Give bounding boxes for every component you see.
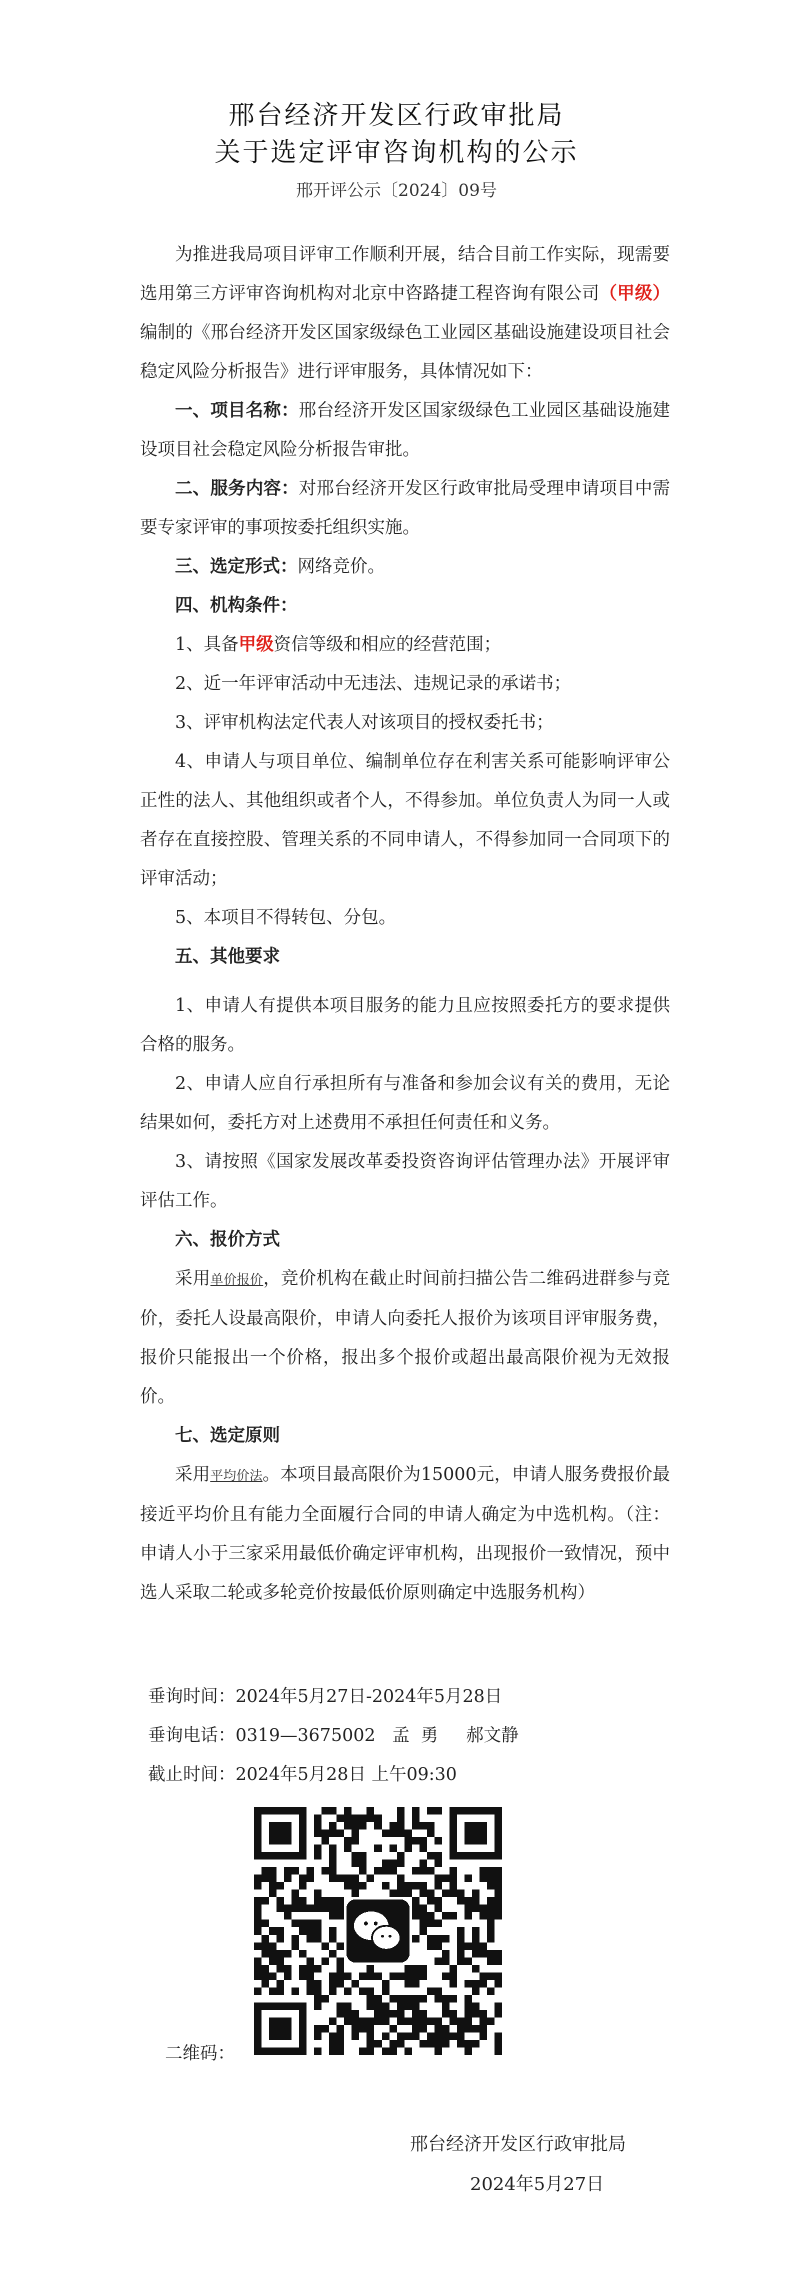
- section-4-item-4: 4、申请人与项目单位、编制单位存在利害关系可能影响评审公正性的法人、其他组织或者个人，不得参加。单位负责人为同一人或者存在直接控股、管理关系的不同申请人，不得参加同一合同项下的评审活动；: [140, 752, 670, 889]
- grade-badge: （甲级）: [599, 284, 671, 304]
- section-5-item-1: 1、申请人有提供本项目服务的能力且应按照委托方的要求提供合格的服务。: [140, 996, 670, 1055]
- section-1: [140, 392, 670, 470]
- section-5-heading: 五、其他要求: [175, 947, 280, 967]
- section-6-text-a: 采用: [175, 1269, 211, 1289]
- title-line-2: 关于选定评审咨询机构的公示: [214, 138, 579, 168]
- item-1-text-b: 资信等级和相应的经营范围；: [273, 635, 502, 655]
- intro-paragraph: [140, 236, 670, 392]
- section-7-text: [140, 1456, 670, 1613]
- item-1-grade: 甲级: [238, 635, 274, 655]
- signature-date: 2024年5月27日: [470, 2174, 605, 2195]
- section-4-item-1: [140, 626, 670, 665]
- section-1-text: 邢台经济开发区国家级绿色工业园区基础设施建设项目社会稳定风险分析报告审批。: [140, 401, 670, 460]
- section-6-heading: 六、报价方式: [175, 1230, 280, 1250]
- section-7-text-a: 采用: [175, 1465, 211, 1485]
- intro-text-b: 编制的《邢台经济开发区国家级绿色工业园区基础设施建设项目社会稳定风险分析报告》进行评审服务，具体情况如下：: [140, 323, 670, 382]
- title-line-1: 邢台经济开发区行政审批局: [228, 101, 565, 131]
- qr-code[interactable]: [254, 1807, 502, 2055]
- bidding-method: 单价报价: [210, 1273, 264, 1288]
- item-1-text-a: 1、具备: [175, 635, 239, 655]
- section-2-text: 对邢台经济开发区行政审批局受理申请项目中需要专家评审的事项按委托组织实施。: [140, 479, 670, 538]
- selection-method: 平均价法: [210, 1469, 263, 1484]
- section-2-heading: 二、服务内容：: [175, 479, 299, 499]
- section-1-heading: 一、项目名称：: [175, 401, 299, 421]
- section-4-item-2: 2、近一年评审活动中无违法、违规记录的承诺书；: [175, 674, 572, 694]
- signature-org: 邢台经济开发区行政审批局: [410, 2134, 626, 2155]
- section-6-text: [140, 1260, 670, 1417]
- section-7-text-b: 。本项目最高限价为15000元，申请人服务费报价最接近平均价且有能力全面履行合同的申请人确定为中选机构。（注：申请人小于三家采用最低价确定评审机构，出现报价一致情况，预中选人采取二轮或多轮竞价按最低价原则确定中选服务机构）: [140, 1465, 670, 1603]
- inquiry-phone: 垂询电话：0319—3675002 孟 勇 郝文静: [148, 1726, 519, 1746]
- deadline: 截止时间：2024年5月28日 上午09:30: [148, 1765, 457, 1785]
- section-7-heading: 七、选定原则: [175, 1426, 280, 1446]
- intro-text-a: 为推进我局项目评审工作顺利开展，结合目前工作实际，现需要选用第三方评审咨询机构对北京中咨路捷工程咨询有限公司: [140, 245, 670, 304]
- section-4-item-5: 5、本项目不得转包、分包。: [175, 908, 397, 928]
- document-number: 邢开评公示〔2024〕09号: [296, 181, 497, 201]
- section-4-item-3: 3、评审机构法定代表人对该项目的授权委托书；: [175, 713, 554, 733]
- section-3-text: 网络竞价。: [297, 557, 385, 577]
- section-3-heading: 三、选定形式：: [175, 557, 298, 577]
- section-5-item-3: 3、请按照《国家发展改革委投资咨询评估管理办法》开展评审评估工作。: [140, 1152, 670, 1211]
- qr-finder-pattern: [453, 1811, 498, 1856]
- section-6-text-b: ，竞价机构在截止时间前扫描公告二维码进群参与竞价，委托人设最高限价，申请人向委托人报价为该项目评审服务费，报价只能报出一个价格，报出多个报价或超出最高限价视为无效报价。: [140, 1269, 671, 1407]
- section-5-item-2: 2、申请人应自行承担所有与准备和参加会议有关的费用，无论结果如何，委托方对上述费用不承担任何责任和义务。: [140, 1074, 670, 1133]
- wechat-icon: [346, 1899, 409, 1962]
- qr-finder-pattern: [258, 1811, 303, 1856]
- qr-finder-pattern: [258, 2006, 303, 2051]
- section-2: [140, 470, 670, 548]
- notice-body: [140, 236, 670, 1613]
- section-3: [140, 548, 670, 587]
- qr-label: 二维码：: [165, 2044, 235, 2064]
- inquiry-time: 垂询时间：2024年5月27日-2024年5月28日: [148, 1687, 503, 1707]
- section-4-heading: 四、机构条件：: [175, 596, 298, 616]
